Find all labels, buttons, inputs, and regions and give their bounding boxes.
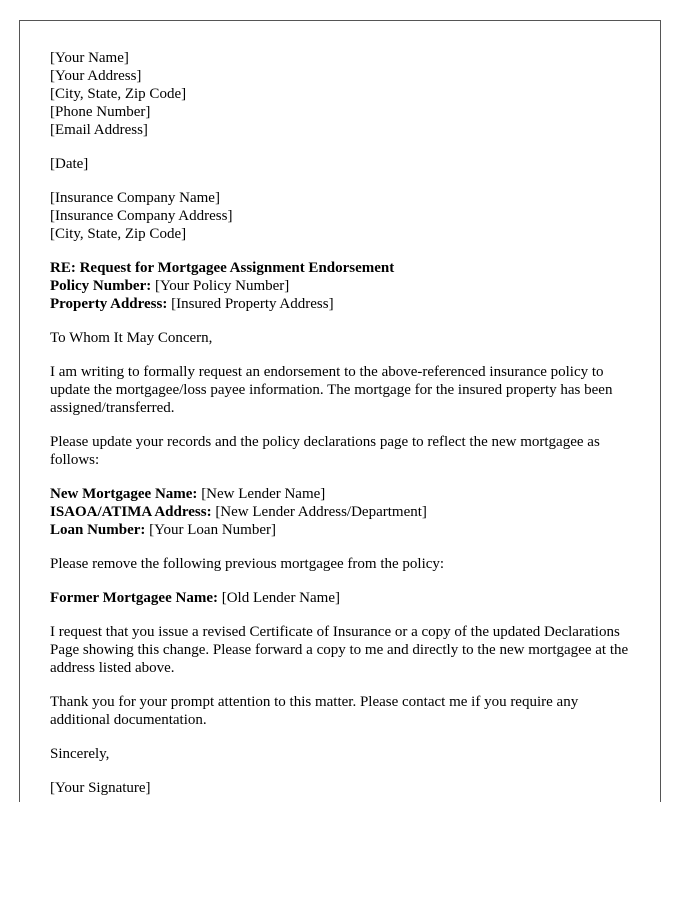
- sender-phone: [Phone Number]: [50, 104, 151, 120]
- former-mortgagee-label: Former Mortgagee Name:: [50, 590, 218, 606]
- body-paragraph-5: Thank you for your prompt attention to this matter. Please contact me if you require any additional documentation.: [50, 694, 579, 728]
- isaoa-line: [50, 503, 640, 521]
- loan-number-value: [Your Loan Number]: [145, 522, 276, 538]
- former-mortgagee-line: [50, 589, 640, 607]
- body-paragraph-2: Please update your records and the policy declarations page to reflect the new mortgagee as follows:: [50, 434, 600, 468]
- recipient-company-address: [Insurance Company Address]: [50, 208, 233, 224]
- former-mortgagee-block: [50, 589, 640, 607]
- recipient-block: [50, 189, 640, 243]
- new-mortgagee-value: [New Lender Name]: [197, 486, 326, 502]
- body-paragraph-4: I request that you issue a revised Certificate of Insurance or a copy of the updated Declarations Page showing this change. Please forward a copy to me and directly to the new mortgagee at the address listed above.: [50, 624, 629, 676]
- new-mortgagee-label: New Mortgagee Name:: [50, 486, 198, 502]
- re-block: [50, 259, 640, 313]
- new-mortgagee-line: [50, 485, 640, 503]
- policy-number-line: [50, 277, 640, 295]
- sender-address: [Your Address]: [50, 68, 142, 84]
- letter-body: [50, 49, 640, 802]
- letter-date: [Date]: [50, 156, 89, 172]
- isaoa-label: ISAOA/ATIMA Address:: [50, 504, 212, 520]
- loan-number-line: [50, 521, 640, 539]
- property-address-label: Property Address:: [50, 296, 168, 312]
- salutation: To Whom It May Concern,: [50, 330, 213, 346]
- sender-name: [Your Name]: [50, 50, 129, 66]
- policy-number-label: Policy Number:: [50, 278, 152, 294]
- body-paragraph-3: Please remove the following previous mortgagee from the policy:: [50, 556, 445, 572]
- sender-email: [Email Address]: [50, 122, 148, 138]
- new-mortgagee-block: [50, 485, 640, 539]
- isaoa-value: [New Lender Address/Department]: [211, 504, 427, 520]
- letter-page: [19, 20, 661, 802]
- former-mortgagee-value: [Old Lender Name]: [217, 590, 340, 606]
- recipient-city-state-zip: [City, State, Zip Code]: [50, 226, 187, 242]
- body-paragraph-1: I am writing to formally request an endorsement to the above-referenced insurance policy to update the mortgagee/loss payee information. The mortgage for the insured property has been assigned/transferred.: [50, 364, 613, 416]
- closing: Sincerely,: [50, 746, 110, 762]
- policy-number-value: [Your Policy Number]: [151, 278, 290, 294]
- date-block: [50, 155, 640, 173]
- sender-block: [50, 49, 640, 139]
- re-subject-text: RE: Request for Mortgagee Assignment Endorsement: [50, 260, 395, 276]
- loan-number-label: Loan Number:: [50, 522, 146, 538]
- sender-city-state-zip: [City, State, Zip Code]: [50, 86, 187, 102]
- signature: [Your Signature]: [50, 780, 151, 796]
- property-address-value: [Insured Property Address]: [167, 296, 334, 312]
- recipient-company-name: [Insurance Company Name]: [50, 190, 220, 206]
- re-subject: [50, 259, 640, 277]
- property-address-line: [50, 295, 640, 313]
